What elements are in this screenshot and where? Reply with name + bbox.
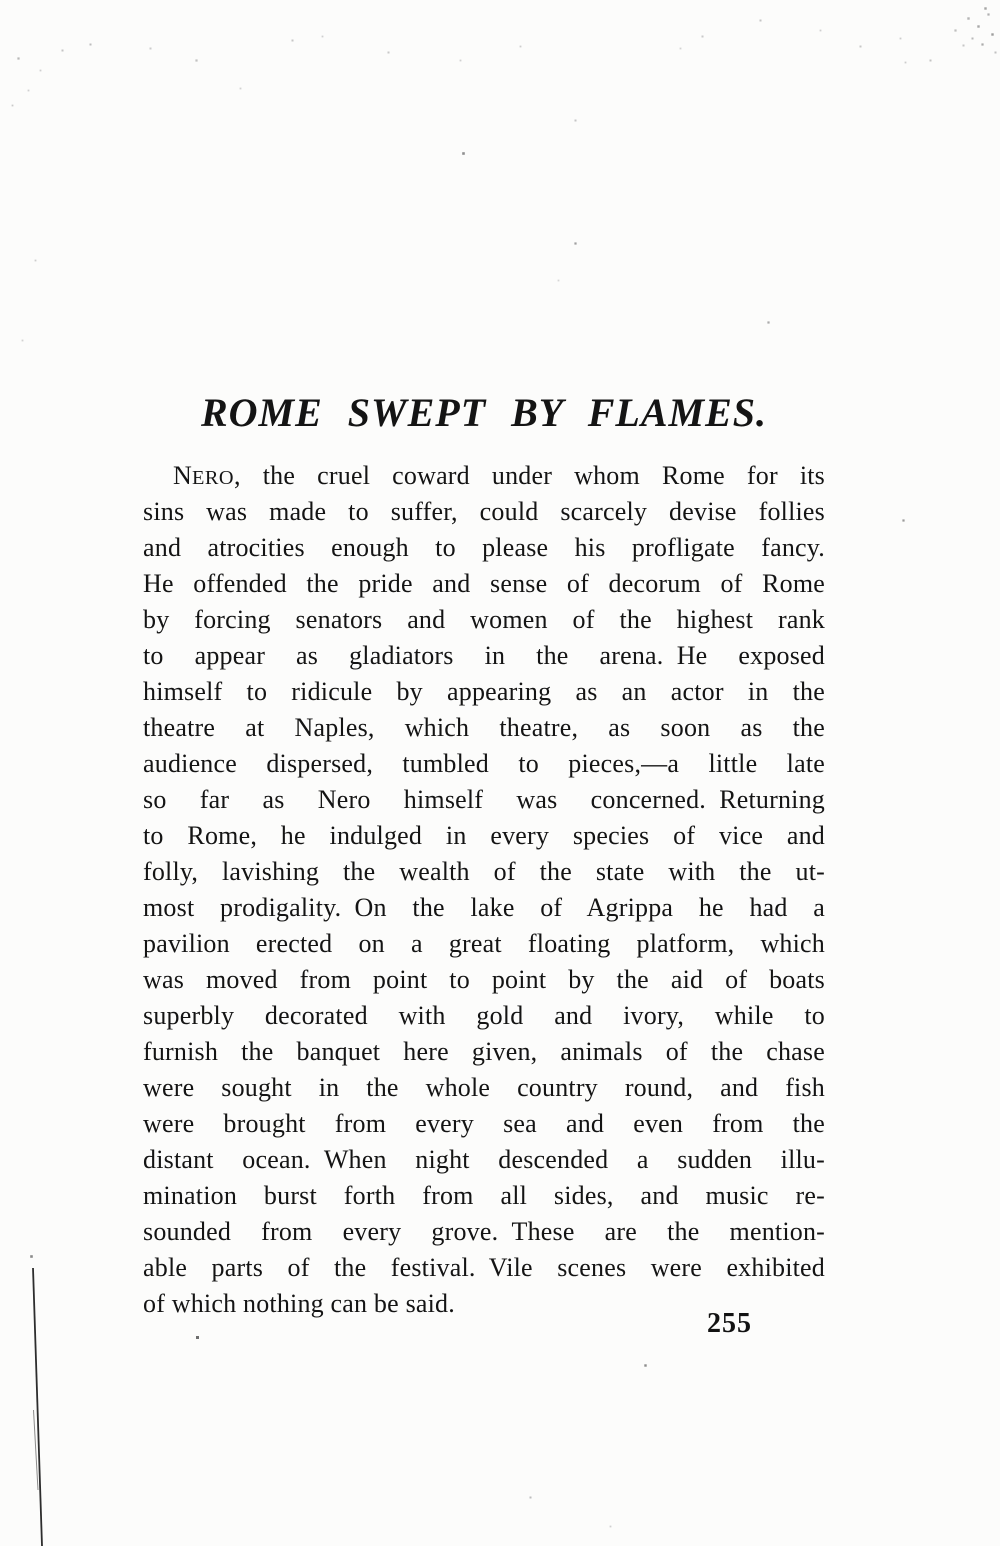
scan-noise-specks: [0, 0, 1, 1]
text-line: were brought from every sea and even from the: [143, 1109, 825, 1138]
text-line: audience dispersed, tumbled to pieces,—a little late: [143, 749, 825, 778]
text-line: and atrocities enough to please his profligate fancy.: [143, 533, 825, 562]
text-line: most prodigality. On the lake of Agrippa he had a: [143, 893, 825, 922]
text-line: sounded from every grove. These are the mention-: [143, 1217, 825, 1246]
page-number: 255: [707, 1308, 752, 1339]
text-line: furnish the banquet here given, animals of the chase: [143, 1037, 825, 1066]
text-line: sins was made to suffer, could scarcely devise follies: [143, 497, 825, 526]
page-title: ROME SWEPT BY FLAMES.: [200, 389, 768, 435]
text-line: to appear as gladiators in the arena. He exposed: [143, 641, 825, 670]
text-line: was moved from point to point by the aid of boats: [143, 965, 825, 994]
small-caps-text: ERO: [191, 467, 235, 489]
text-line: [143, 458, 825, 494]
text-line: folly, lavishing the wealth of the state with the ut-: [143, 857, 825, 886]
paragraph-initial: N: [173, 461, 192, 490]
text-line: to Rome, he indulged in every species of vice and: [143, 821, 825, 850]
page-body-text: [143, 458, 825, 1322]
text-line-rest: , the cruel coward under whom Rome for its: [234, 461, 825, 490]
text-line: distant ocean. When night descended a sudden illu-: [143, 1145, 825, 1174]
text-line: pavilion erected on a great floating platform, which: [143, 929, 825, 958]
text-line: He offended the pride and sense of decorum of Rome: [143, 569, 825, 598]
text-line: of which nothing can be said.: [143, 1289, 455, 1318]
text-line: were sought in the whole country round, and fish: [143, 1073, 825, 1102]
text-line: able parts of the festival. Vile scenes were exhibited: [143, 1253, 825, 1282]
text-line: so far as Nero himself was concerned. Returning: [143, 785, 825, 814]
scan-line-artifact: [26, 1260, 50, 1546]
text-line: theatre at Naples, which theatre, as soon as the: [143, 713, 825, 742]
text-line: superbly decorated with gold and ivory, while to: [143, 1001, 825, 1030]
text-line: mination burst forth from all sides, and music re-: [143, 1181, 825, 1210]
text-line: himself to ridicule by appearing as an actor in the: [143, 677, 825, 706]
text-line: by forcing senators and women of the highest rank: [143, 605, 825, 634]
